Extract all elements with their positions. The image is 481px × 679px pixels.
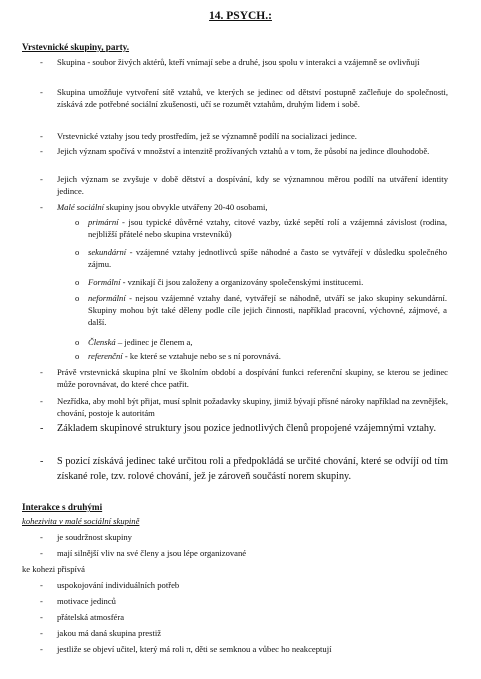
circle-bullet: o bbox=[75, 337, 80, 347]
list-item-text: Jejich význam se zvyšuje v době dětství a dospívání, kdy se významnou měrou podílí na utváření identity jedince. bbox=[57, 174, 448, 197]
list-item-text: Základem skupinové struktury jsou pozice jednotlivých členů propojené vzájemnými vztahy. bbox=[57, 423, 437, 434]
term-rest: - vznikají či jsou založeny a organizovány společenskými institucemi. bbox=[120, 277, 364, 287]
dash-bullet: - bbox=[40, 456, 44, 467]
list-item bbox=[40, 612, 124, 622]
list-item bbox=[40, 86, 448, 110]
term-neformalni: neformální bbox=[88, 293, 126, 303]
dash-bullet: - bbox=[40, 131, 43, 141]
section-heading-interakce: Interakce s druhými bbox=[22, 502, 103, 512]
circle-bullet: o bbox=[75, 351, 80, 361]
term-formalni: Formální bbox=[88, 277, 121, 287]
subheading-kohezivita: kohezivita v malé sociální skupině bbox=[22, 516, 140, 526]
dash-bullet: - bbox=[40, 628, 43, 638]
page-title: 14. PSYCH.: bbox=[209, 10, 272, 22]
circle-bullet: o bbox=[75, 247, 80, 257]
list-item-text: Vrstevnické vztahy jsou tedy prostředím, jež se významně podílí na socializaci jedince. bbox=[57, 131, 357, 141]
list-item bbox=[40, 145, 448, 157]
list-item-text: Právě vrstevnická skupina plní ve školním období a dospívání funkci referenční skupiny, se kterou se jedinec může porovnávat, do které chce patřit. bbox=[57, 367, 448, 390]
dash-bullet: - bbox=[40, 580, 43, 590]
list-item bbox=[40, 366, 448, 390]
term-rest: - jsou typické důvěrné vztahy, citové vazby, úzké sepětí rolí a vzájemná závislost (rodina, nejbližší přátelé nebo skupina vrstevníků) bbox=[88, 217, 447, 240]
list-item-text: motivace jedinců bbox=[57, 596, 116, 606]
term-rest: - ke které se vztahuje nebo se s ní porovnává. bbox=[122, 351, 281, 361]
sub-item-text bbox=[88, 336, 447, 348]
section-heading-vrstevnicke: Vrstevnické skupiny, party. bbox=[22, 42, 130, 52]
list-item bbox=[40, 596, 116, 606]
list-item-text: přátelská atmosféra bbox=[57, 612, 125, 622]
dash-bullet: - bbox=[40, 396, 43, 406]
list-item bbox=[40, 173, 448, 197]
sub-list-item bbox=[75, 246, 447, 270]
dash-bullet: - bbox=[40, 548, 43, 558]
sub-item-text bbox=[88, 350, 447, 362]
sub-item-text bbox=[88, 246, 447, 270]
circle-bullet: o bbox=[75, 293, 80, 303]
term-referencni: referenční bbox=[88, 351, 123, 361]
sub-list-item bbox=[75, 276, 447, 288]
list-item bbox=[40, 130, 448, 142]
dash-bullet: - bbox=[40, 532, 43, 542]
list-item bbox=[40, 422, 448, 437]
list-item-text: S pozicí získává jedinec také určitou roli a předpokládá se určité chování, které se odvíjí od tím získané role, tzv. rolové chování, jež je zároveň součástí norem skupiny. bbox=[57, 456, 448, 482]
list-item bbox=[40, 644, 331, 654]
dash-bullet: - bbox=[40, 174, 43, 184]
dash-bullet: - bbox=[40, 202, 43, 212]
circle-bullet: o bbox=[75, 277, 80, 287]
dash-bullet: - bbox=[40, 644, 43, 654]
list-item bbox=[40, 532, 132, 542]
term-rest: - vzájemné vztahy jednotlivců spíše náhodné a často se vytvářejí v důsledku společného zájmu. bbox=[88, 247, 447, 270]
list-item-text: jakou má daná skupina prestiž bbox=[57, 628, 162, 638]
sub-item-text bbox=[88, 216, 447, 240]
dash-bullet: - bbox=[40, 367, 43, 377]
list-item bbox=[40, 580, 179, 590]
circle-bullet: o bbox=[75, 217, 80, 227]
list-item-text: jestliže se objeví učitel, který má roli π, děti se semknou a vůbec ho neakceptují bbox=[57, 644, 332, 654]
list-item bbox=[40, 56, 448, 68]
sub-item-text bbox=[88, 292, 447, 329]
list-item-text: Skupina umožňuje vytvoření sítě vztahů, ve kterých se jedinec od dětství postupně začleňuje do společnosti, získává zde potřebné sociální zkušenosti, učí se rozumět vztahům, druhým lidem i sobě. bbox=[57, 87, 448, 110]
list-item bbox=[40, 548, 246, 558]
list-item bbox=[40, 455, 448, 484]
list-item-text: je soudržnost skupiny bbox=[57, 532, 132, 542]
list-item bbox=[40, 201, 448, 213]
term-male-socialni: Malé sociální bbox=[57, 202, 105, 212]
sub-item-text bbox=[88, 276, 447, 288]
sub-list-item bbox=[75, 350, 447, 362]
list-item-text bbox=[57, 201, 448, 213]
list-item bbox=[40, 628, 161, 638]
dash-bullet: - bbox=[40, 57, 43, 67]
list-item-text: Skupina - soubor živých aktérů, kteří vnímají sebe a druhé, jsou spolu v interakci a vzájemně se ovlivňují bbox=[57, 57, 420, 67]
dash-bullet: - bbox=[40, 596, 43, 606]
intro-text: ke kohezi přispívá bbox=[22, 564, 86, 574]
term-rest: – jedinec je členem a, bbox=[115, 337, 193, 347]
dash-bullet: - bbox=[40, 423, 44, 434]
term-primarni: primární bbox=[88, 217, 119, 227]
sub-list-item bbox=[75, 336, 447, 348]
dash-bullet: - bbox=[40, 87, 43, 97]
list-item-text: uspokojování individuálních potřeb bbox=[57, 580, 180, 590]
sub-list-item bbox=[75, 216, 447, 240]
term-rest: - nejsou vzájemné vztahy dané, vytvářejí se náhodně, utváří se jako skupiny sekundární. Skupiny mohou být také děleny podle cíle jejich činnosti, například pracovní, výchovné, zájmové, a další. bbox=[88, 293, 447, 328]
list-item bbox=[40, 395, 448, 419]
term-sekundarni: sekundární bbox=[88, 247, 127, 257]
term-rest: skupiny jsou obvykle utvářeny 20-40 osobami, bbox=[104, 202, 268, 212]
dash-bullet: - bbox=[40, 612, 43, 622]
term-clenska: Členská bbox=[88, 337, 116, 347]
list-item-text: Jejich význam spočívá v množství a intenzitě prožívaných vztahů a v tom, že působí na jedince dlouhodobě. bbox=[57, 146, 430, 156]
list-item-text: mají silnější vliv na své členy a jsou lépe organizované bbox=[57, 548, 247, 558]
list-item-text: Nezřídka, aby mohl být přijat, musí splnit požadavky skupiny, jimiž bývají přísné nároky například na zevnějšek, chování, postoje k autoritám bbox=[57, 396, 448, 419]
sub-list-item bbox=[75, 292, 447, 329]
dash-bullet: - bbox=[40, 146, 43, 156]
